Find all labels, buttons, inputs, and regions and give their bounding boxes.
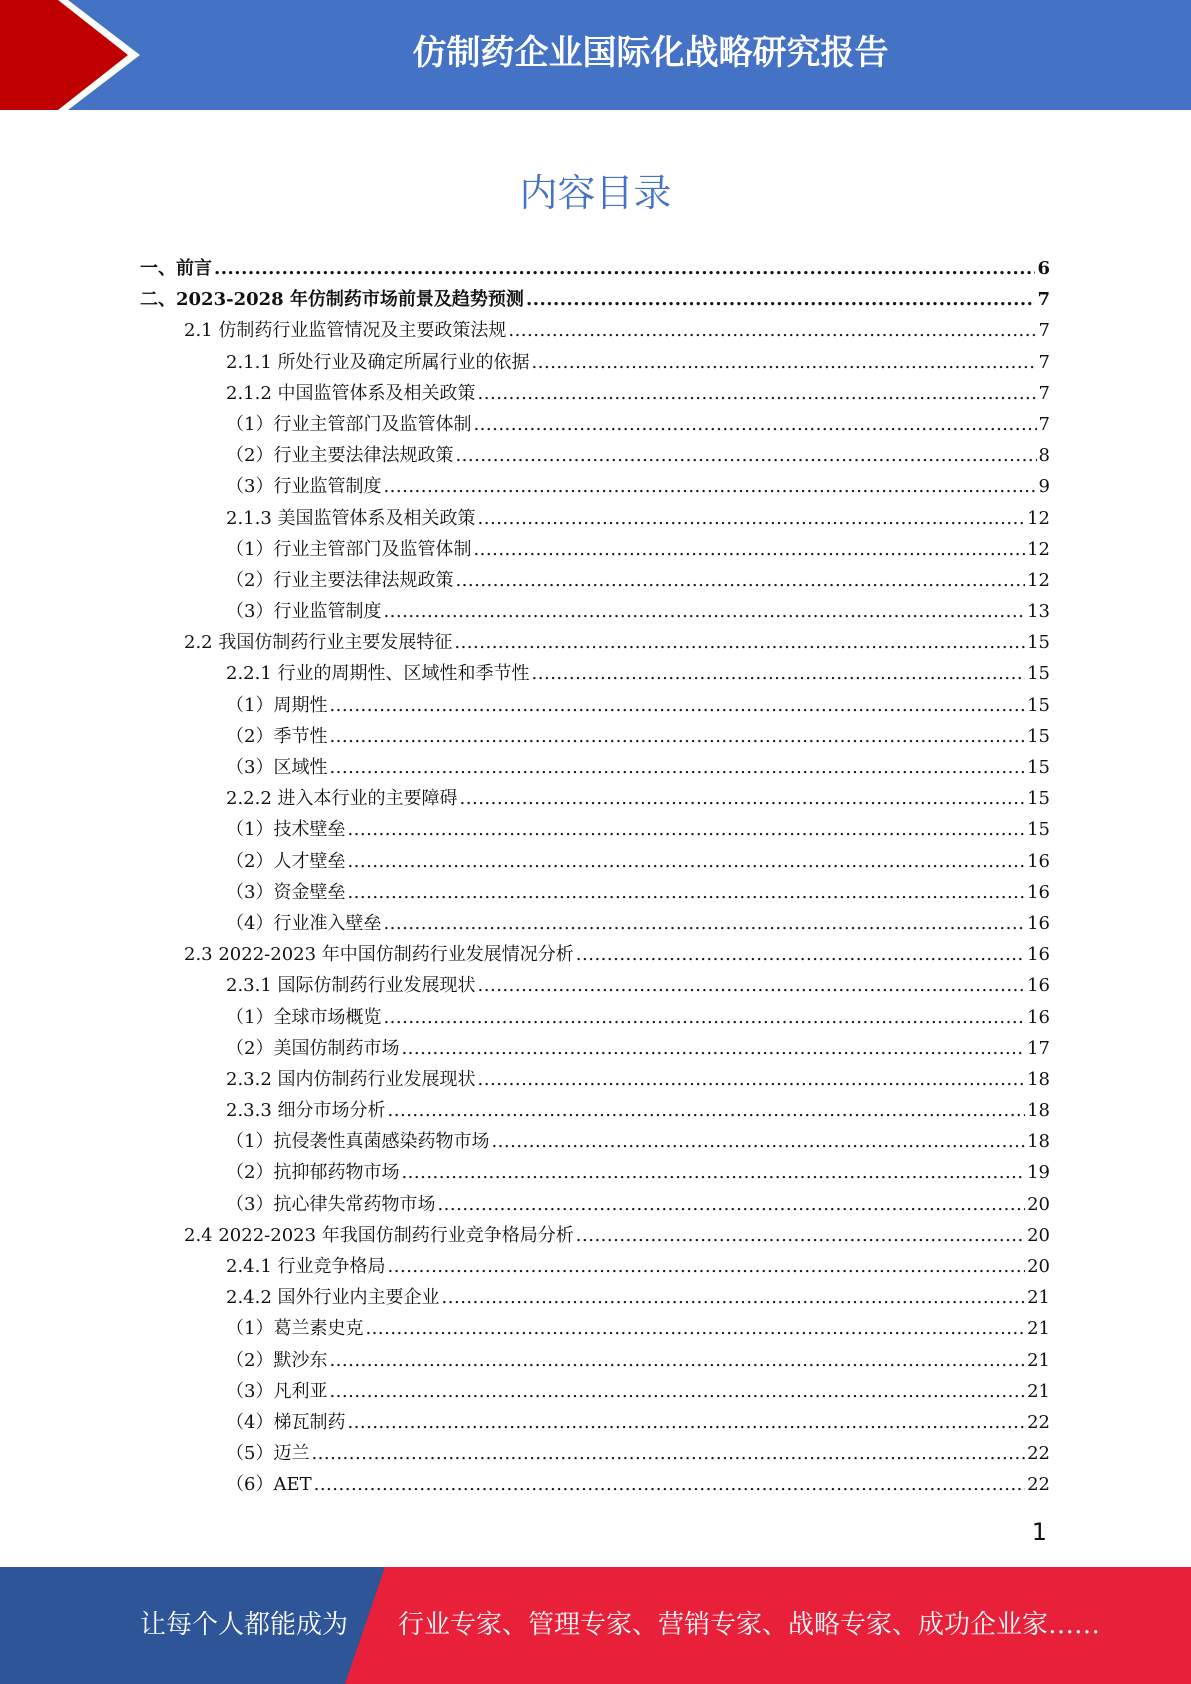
toc-entry-label: （3）抗心律失常药物市场 [226, 1193, 436, 1215]
toc-entry-label: （3）凡利亚 [226, 1380, 328, 1402]
toc-entry[interactable] [140, 970, 1050, 1001]
toc-entry-label: 2.1.1 所处行业及确定所属行业的依据 [226, 351, 530, 373]
toc-entry-page: 15 [1027, 694, 1050, 716]
report-title: 仿制药企业国际化战略研究报告 [412, 33, 889, 73]
toc-entry-label: （4）行业准入壁垒 [226, 912, 382, 934]
toc-entry[interactable] [140, 877, 1050, 908]
toc-leader-dots [347, 814, 1025, 845]
toc-entry-label: 2.4.1 行业竞争格局 [226, 1256, 386, 1277]
toc-entry-label: （2）人才壁垒 [226, 850, 346, 872]
toc-leader-dots [401, 1033, 1025, 1064]
page-number: 1 [1031, 1518, 1047, 1546]
toc-entry[interactable] [140, 1002, 1050, 1033]
toc-leader-dots [311, 1438, 1025, 1469]
toc-leader-dots [214, 253, 1035, 284]
toc-entry-label: （1）周期性 [226, 694, 328, 716]
toc-entry-label: 2.2.1 行业的周期性、区域性和季节性 [226, 663, 530, 685]
toc-entry-label: 2.1.2 中国监管体系及相关政策 [226, 382, 476, 404]
toc-entry-label: （3）行业监管制度 [226, 476, 382, 498]
toc-entry[interactable] [140, 752, 1050, 783]
toc-entry-page: 15 [1027, 757, 1050, 778]
toc-entry-label: （1）技术壁垒 [226, 819, 346, 841]
toc-entry[interactable] [140, 1251, 1050, 1282]
toc-entry-label: （2）季节性 [226, 725, 328, 747]
toc-leader-dots [383, 908, 1025, 939]
toc-entry-label: （2）抗抑郁药物市场 [226, 1162, 400, 1184]
toc-leader-dots [576, 1220, 1025, 1251]
toc-leader-dots [478, 503, 1026, 534]
toc-leader-dots [478, 1064, 1026, 1095]
toc-entry-label: （5）迈兰 [226, 1443, 310, 1465]
toc-entry[interactable] [140, 1064, 1050, 1095]
toc-entry[interactable] [140, 1376, 1050, 1407]
toc-entry-label: 2.1 仿制药行业监管情况及主要政策法规 [184, 320, 507, 342]
toc-entry[interactable] [140, 627, 1050, 658]
toc-entry[interactable] [140, 814, 1050, 845]
toc-entry-page: 7 [1038, 320, 1050, 342]
toc-entry[interactable] [140, 908, 1050, 939]
toc-entry[interactable] [140, 440, 1050, 471]
toc-entry-page: 15 [1027, 663, 1050, 685]
toc-entry[interactable] [140, 1345, 1050, 1376]
toc-entry-label: （3）行业监管制度 [226, 601, 382, 623]
toc-entry-page: 20 [1027, 1224, 1050, 1246]
toc-entry-label: （6）AET [226, 1474, 312, 1496]
toc-entry[interactable] [140, 783, 1050, 814]
toc-entry-page: 18 [1027, 1100, 1050, 1122]
toc-entry-label: （2）行业主要法律法规政策 [226, 445, 454, 467]
toc-entry[interactable] [140, 939, 1050, 970]
toc-entry-label: 2.2 我国仿制药行业主要发展特征 [184, 632, 453, 654]
toc-entry[interactable] [140, 1407, 1050, 1438]
toc-leader-dots [473, 409, 1036, 440]
toc-leader-dots [478, 970, 1026, 1001]
toc-entry-page: 6 [1037, 258, 1050, 279]
toc-leader-dots [329, 1345, 1025, 1376]
toc-entry-page: 20 [1027, 1193, 1050, 1215]
toc-entry-label: 2.3.2 国内仿制药行业发展现状 [226, 1068, 476, 1090]
toc-entry[interactable] [140, 315, 1050, 346]
table-of-contents [140, 253, 1050, 1501]
toc-entry-label: （1）抗侵袭性真菌感染药物市场 [226, 1131, 490, 1153]
toc-entry[interactable] [140, 721, 1050, 752]
toc-entry[interactable] [140, 596, 1050, 627]
toc-entry-page: 7 [1037, 289, 1050, 311]
toc-leader-dots [383, 596, 1025, 627]
toc-leader-dots [437, 1189, 1025, 1220]
toc-leader-dots [329, 752, 1025, 783]
toc-entry[interactable] [140, 284, 1050, 315]
toc-leader-dots [576, 939, 1025, 970]
toc-entry-label: （4）梯瓦制药 [226, 1411, 346, 1433]
toc-entry-label: （2）行业主要法律法规政策 [226, 569, 454, 591]
toc-entry-page: 22 [1027, 1474, 1050, 1496]
toc-entry-page: 22 [1027, 1411, 1050, 1433]
toc-leader-dots [401, 1157, 1025, 1188]
toc-entry-page: 7 [1038, 382, 1050, 404]
toc-entry[interactable] [140, 1157, 1050, 1188]
toc-leader-dots [455, 440, 1036, 471]
toc-entry-page: 21 [1027, 1380, 1050, 1402]
toc-entry-page: 15 [1027, 725, 1050, 747]
toc-entry-page: 21 [1027, 1287, 1050, 1309]
toc-entry-label: 2.3.1 国际仿制药行业发展现状 [226, 975, 476, 997]
toc-entry[interactable] [140, 347, 1050, 378]
toc-leader-dots [508, 315, 1036, 346]
toc-entry[interactable] [140, 1282, 1050, 1313]
toc-entry[interactable] [140, 1033, 1050, 1064]
toc-leader-dots [329, 721, 1025, 752]
toc-entry-page: 21 [1027, 1318, 1050, 1340]
toc-entry[interactable] [140, 253, 1050, 284]
toc-entry[interactable] [140, 471, 1050, 502]
toc-entry-label: （1）葛兰素史克 [226, 1318, 364, 1340]
toc-entry-page: 21 [1027, 1349, 1050, 1371]
toc-entry-label: 2.4 2022-2023 年我国仿制药行业竞争格局分析 [184, 1224, 574, 1246]
toc-entry-page: 16 [1027, 944, 1050, 966]
toc-entry[interactable] [140, 1220, 1050, 1251]
toc-leader-dots [454, 627, 1025, 658]
toc-leader-dots [314, 1469, 1025, 1500]
toc-entry-label: （3）区域性 [226, 757, 328, 778]
chevron-arrow-icon [0, 0, 160, 110]
toc-entry-label: 2.1.3 美国监管体系及相关政策 [226, 507, 476, 529]
toc-leader-dots [526, 284, 1036, 315]
footer-slogan-left: 让每个人都能成为 [140, 1610, 349, 1640]
toc-leader-dots [329, 690, 1025, 721]
toc-heading: 内容目录 [519, 171, 672, 215]
header-banner [0, 0, 1191, 110]
footer-slogan-right: 行业专家、管理专家、营销专家、战略专家、成功企业家…… [398, 1610, 1101, 1640]
toc-leader-dots [347, 1407, 1025, 1438]
toc-entry[interactable] [140, 1469, 1050, 1500]
toc-entry[interactable] [140, 846, 1050, 877]
toc-entry-page: 16 [1027, 912, 1050, 934]
toc-entry[interactable] [140, 534, 1050, 565]
toc-entry[interactable] [140, 565, 1050, 596]
toc-entry[interactable] [140, 1313, 1050, 1344]
toc-entry-label: 二、2023-2028 年仿制药市场前景及趋势预测 [140, 289, 524, 311]
toc-entry-label: 2.2.2 进入本行业的主要障碍 [226, 788, 458, 810]
toc-entry[interactable] [140, 1438, 1050, 1469]
toc-leader-dots [388, 1095, 1026, 1126]
toc-leader-dots [473, 534, 1025, 565]
toc-entry-page: 7 [1038, 351, 1050, 373]
toc-entry-page: 13 [1027, 601, 1050, 623]
toc-entry-label: 2.3.3 细分市场分析 [226, 1100, 386, 1122]
toc-entry-label: 2.3 2022-2023 年中国仿制药行业发展情况分析 [184, 944, 574, 966]
footer-banner [0, 1567, 1191, 1684]
toc-entry[interactable] [140, 658, 1050, 689]
toc-entry-page: 19 [1027, 1162, 1050, 1184]
toc-entry-page: 15 [1027, 819, 1050, 841]
toc-entry[interactable] [140, 503, 1050, 534]
toc-entry-page: 7 [1038, 413, 1050, 435]
toc-entry-page: 20 [1027, 1256, 1050, 1277]
toc-entry-label: 2.4.2 国外行业内主要企业 [226, 1287, 440, 1309]
toc-entry-page: 9 [1038, 476, 1050, 498]
toc-leader-dots [347, 846, 1025, 877]
toc-entry-label: （3）资金壁垒 [226, 881, 346, 903]
toc-leader-dots [383, 471, 1036, 502]
toc-entry[interactable] [140, 1189, 1050, 1220]
toc-entry-page: 12 [1027, 538, 1050, 560]
toc-entry-page: 16 [1027, 850, 1050, 872]
toc-entry[interactable] [140, 378, 1050, 409]
toc-leader-dots [491, 1126, 1025, 1157]
toc-entry-page: 22 [1027, 1443, 1050, 1465]
toc-entry[interactable] [140, 409, 1050, 440]
toc-entry-label: （1）全球市场概览 [226, 1006, 382, 1028]
toc-entry[interactable] [140, 1095, 1050, 1126]
toc-leader-dots [532, 658, 1026, 689]
toc-leader-dots [478, 378, 1037, 409]
toc-entry-label: （1）行业主管部门及监管体制 [226, 413, 472, 435]
toc-entry-page: 16 [1027, 975, 1050, 997]
toc-leader-dots [532, 347, 1037, 378]
toc-entry[interactable] [140, 1126, 1050, 1157]
toc-leader-dots [442, 1282, 1026, 1313]
toc-entry-page: 8 [1038, 445, 1050, 467]
toc-entry-page: 12 [1027, 569, 1050, 591]
toc-entry-page: 16 [1027, 881, 1050, 903]
toc-leader-dots [460, 783, 1026, 814]
toc-entry-page: 12 [1027, 507, 1050, 529]
toc-entry-page: 15 [1027, 632, 1050, 654]
toc-leader-dots [388, 1251, 1026, 1282]
toc-leader-dots [455, 565, 1025, 596]
toc-leader-dots [329, 1376, 1025, 1407]
toc-entry-page: 18 [1027, 1131, 1050, 1153]
toc-leader-dots [365, 1313, 1025, 1344]
toc-entry-page: 15 [1027, 788, 1050, 810]
toc-entry-page: 18 [1027, 1068, 1050, 1090]
toc-leader-dots [383, 1002, 1025, 1033]
toc-entry-page: 17 [1027, 1037, 1050, 1059]
toc-leader-dots [347, 877, 1025, 908]
toc-entry[interactable] [140, 690, 1050, 721]
toc-entry-page: 16 [1027, 1006, 1050, 1028]
toc-entry-label: （2）美国仿制药市场 [226, 1037, 400, 1059]
toc-entry-label: （1）行业主管部门及监管体制 [226, 538, 472, 560]
toc-entry-label: （2）默沙东 [226, 1349, 328, 1371]
toc-entry-label: 一、前言 [140, 258, 212, 279]
